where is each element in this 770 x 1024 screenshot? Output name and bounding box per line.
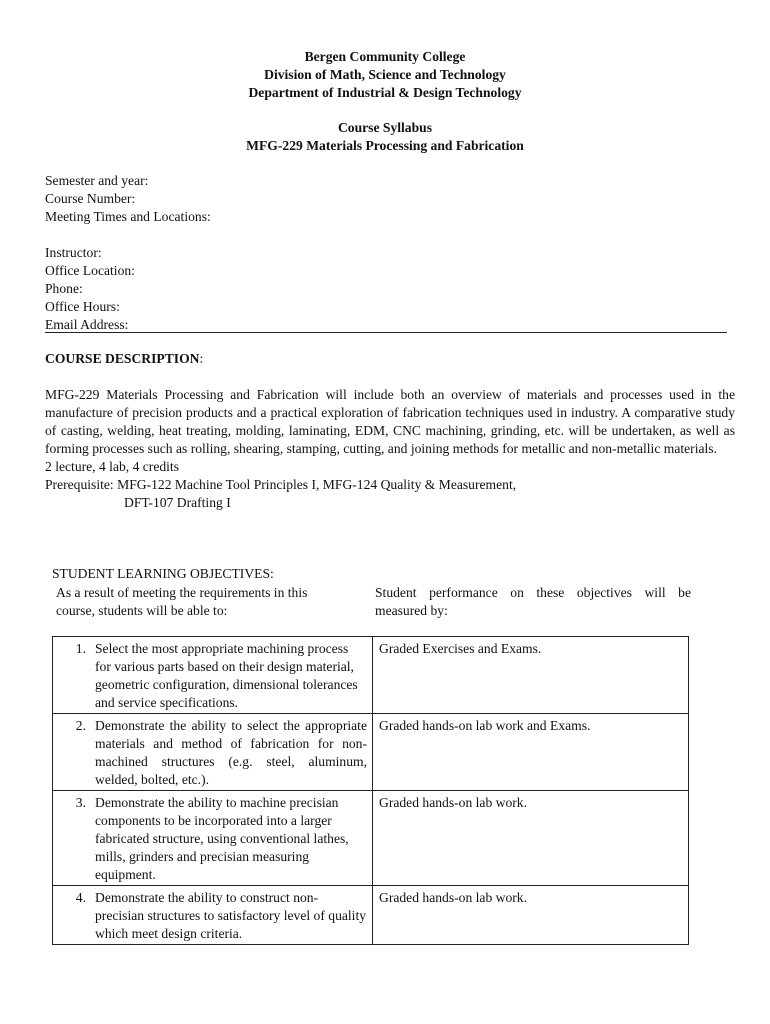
- objective-text: Select the most appropriate machining process for various parts based on their design material, geometric configuration, dimensional tolerances and service specifications.: [90, 637, 373, 714]
- office-location-label: Office Location:: [45, 263, 135, 278]
- instructor-label: Instructor:: [45, 245, 102, 260]
- objective-measure: Graded hands-on lab work.: [373, 791, 689, 886]
- course-header: [0, 119, 770, 155]
- objective-measure: Graded hands-on lab work.: [373, 886, 689, 945]
- table-row: [53, 714, 689, 791]
- objectives-heading: STUDENT LEARNING OBJECTIVES:: [52, 566, 274, 581]
- course-description-heading: [45, 351, 203, 367]
- semester-label: Semester and year:: [45, 173, 149, 188]
- office-hours-label: Office Hours:: [45, 299, 120, 314]
- credits-line: 2 lecture, 4 lab, 4 credits: [45, 459, 179, 474]
- phone-label: Phone:: [45, 281, 83, 296]
- institution-header: [0, 48, 770, 102]
- section-divider: [45, 332, 727, 333]
- table-row: [53, 886, 689, 945]
- instructor-info-block: [45, 244, 135, 334]
- objective-number: 3.: [53, 791, 91, 886]
- objective-measure: Graded hands-on lab work and Exams.: [373, 714, 689, 791]
- meeting-label: Meeting Times and Locations:: [45, 209, 211, 224]
- prerequisite-line-1: Prerequisite: MFG-122 Machine Tool Principles I, MFG-124 Quality & Measurement,: [45, 477, 517, 492]
- course-description: [45, 386, 735, 512]
- objective-number: 4.: [53, 886, 91, 945]
- objective-number: 1.: [53, 637, 91, 714]
- table-row: [53, 791, 689, 886]
- course-info-block: [45, 172, 211, 226]
- course-description-title: COURSE DESCRIPTION: [45, 351, 200, 366]
- objective-measure: Graded Exercises and Exams.: [373, 637, 689, 714]
- objectives-table: [52, 636, 689, 945]
- objective-number: 2.: [53, 714, 91, 791]
- objectives-right-intro: Student performance on these objectives will be measured by:: [375, 585, 691, 618]
- objectives-left-intro: As a result of meeting the requirements in this course, students will be able to:: [56, 585, 308, 618]
- course-title: MFG-229 Materials Processing and Fabrication: [246, 138, 524, 153]
- department-name: Department of Industrial & Design Technology: [248, 85, 522, 100]
- objective-text: Demonstrate the ability to machine precisian components to be incorporated into a larger fabricated structure, using conventional lathes, mills, grinders and precisian measuring equipment.: [90, 791, 373, 886]
- division-name: Division of Math, Science and Technology: [264, 67, 506, 82]
- prerequisite-line-2: DFT-107 Drafting I: [124, 495, 231, 510]
- objective-text: Demonstrate the ability to select the appropriate materials and method of fabrication for non-machined structures (e.g. steel, aluminum, welded, bolted, etc.).: [90, 714, 373, 791]
- document-type: Course Syllabus: [337, 120, 433, 135]
- objective-text: Demonstrate the ability to construct non-precisian structures to satisfactory level of quality which meet design criteria.: [90, 886, 373, 945]
- email-label: Email Address:: [45, 317, 129, 332]
- college-name: Bergen Community College: [304, 49, 466, 64]
- description-body: MFG-229 Materials Processing and Fabrication will include both an overview of materials and processes used in the manufacture of precision products and a practical exploration of fabrication techniques used in industry. A comparative study of casting, welding, heat treating, molding, laminating, EDM, CNC machining, grinding, etc. will be undertaken, as well as forming processes such as rolling, shearing, stamping, cutting, and joining methods for metallic and non-metallic materials.: [45, 387, 735, 456]
- table-row: [53, 637, 689, 714]
- course-number-label: Course Number:: [45, 191, 136, 206]
- heading-colon: :: [199, 351, 204, 366]
